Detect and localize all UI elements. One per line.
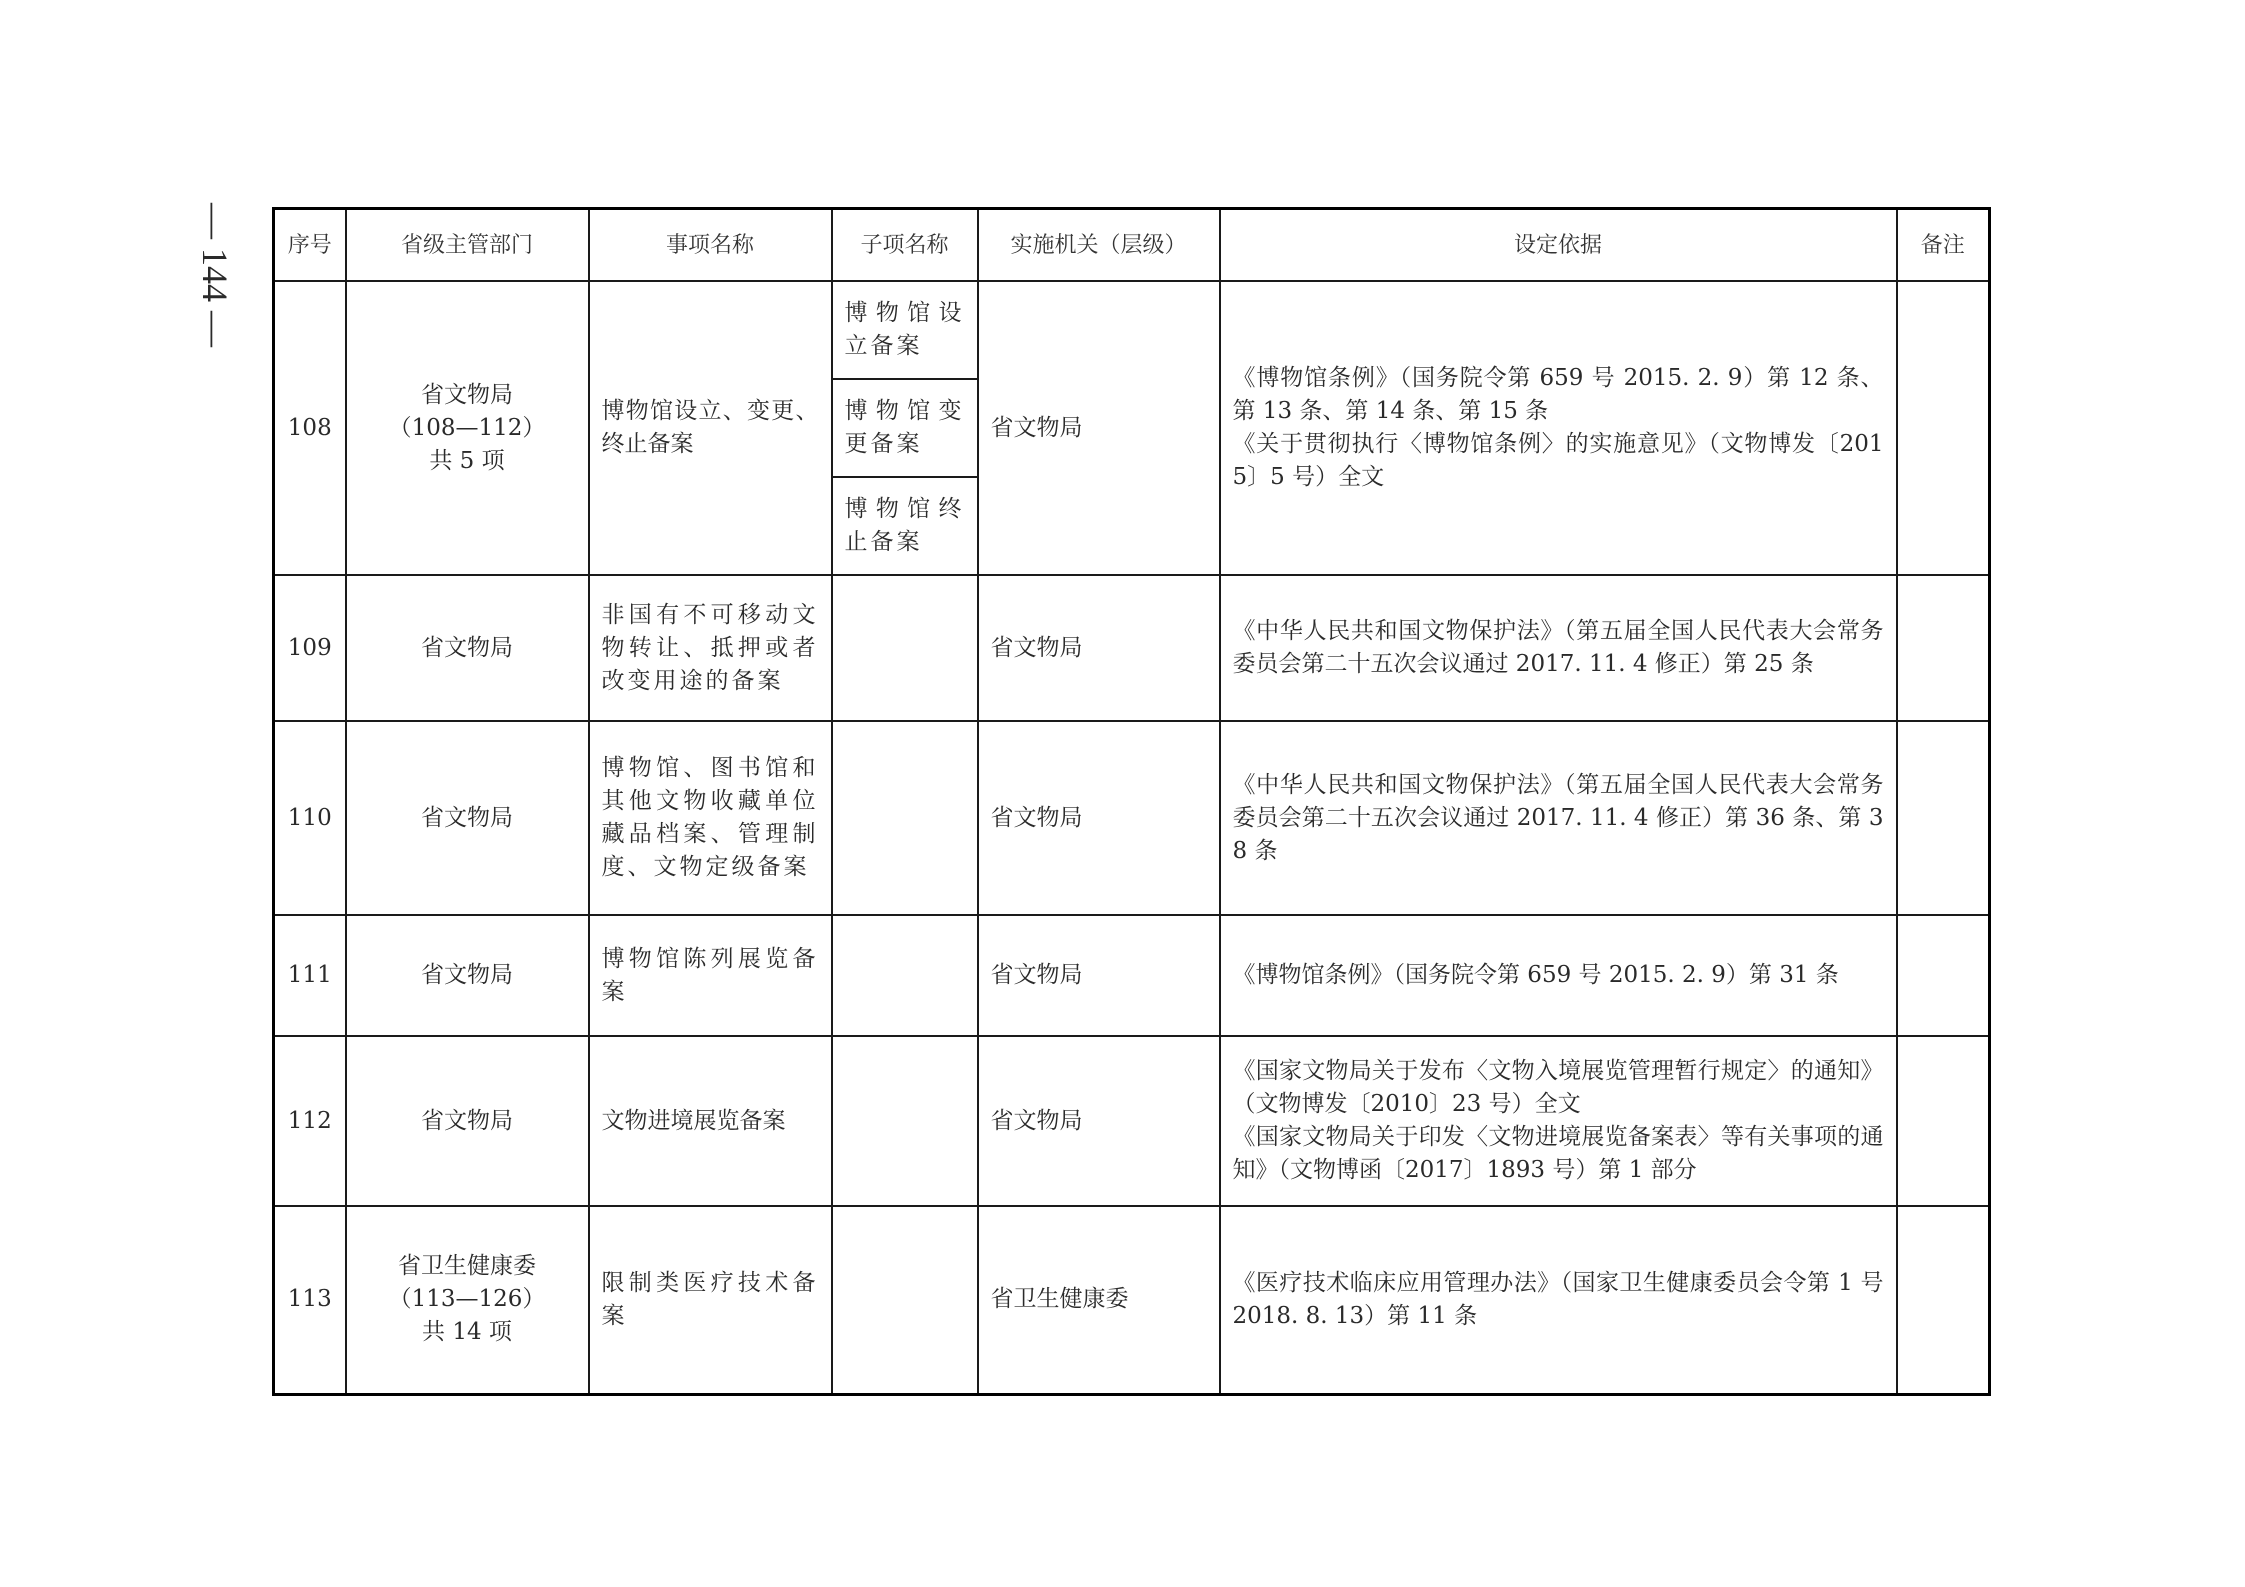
cell-basis: 《博物馆条例》（国务院令第 659 号 2015. 2. 9）第 31 条 xyxy=(1220,915,1897,1036)
header-seq: 序号 xyxy=(274,209,346,282)
dept-range: （113—126） xyxy=(388,1286,546,1313)
cell-basis: 《医疗技术临床应用管理办法》（国家卫生健康委员会令第 1 号 2018. 8. 13）第 11 条 xyxy=(1220,1206,1897,1394)
cell-seq: 111 xyxy=(274,915,346,1036)
table-row xyxy=(274,1036,1990,1206)
header-item: 事项名称 xyxy=(589,209,832,282)
cell-seq: 113 xyxy=(274,1206,346,1394)
cell-item: 非国有不可移动文物转让、抵押或者改变用途的备案 xyxy=(589,575,832,721)
cell-seq: 108 xyxy=(274,281,346,575)
cell-remark xyxy=(1897,1036,1990,1206)
cell-item: 博物馆设立、变更、终止备案 xyxy=(589,281,832,575)
cell-remark xyxy=(1897,1206,1990,1394)
cell-sub: 博物馆终止备案 xyxy=(832,477,978,575)
cell-sub xyxy=(832,1036,978,1206)
header-remark: 备注 xyxy=(1897,209,1990,282)
cell-sub xyxy=(832,915,978,1036)
cell-dept xyxy=(346,281,589,575)
header-dept: 省级主管部门 xyxy=(346,209,589,282)
cell-basis xyxy=(1220,1036,1897,1206)
cell-remark xyxy=(1897,721,1990,915)
cell-item: 博物馆、图书馆和其他文物收藏单位藏品档案、管理制度、文物定级备案 xyxy=(589,721,832,915)
table-row xyxy=(274,721,1990,915)
cell-sub xyxy=(832,721,978,915)
filing-items-table xyxy=(272,207,1991,1396)
basis-line: 《关于贯彻执行〈博物馆条例〉的实施意见》（文物博发〔2015〕5 号）全文 xyxy=(1232,431,1884,490)
cell-dept: 省文物局 xyxy=(346,575,589,721)
basis-line: 《国家文物局关于发布〈文物入境展览管理暂行规定〉的通知》（文物博发〔2010〕23 号）全文 xyxy=(1232,1058,1884,1117)
basis-line: 《博物馆条例》（国务院令第 659 号 2015. 2. 9）第 12 条、第 13 条、第 14 条、第 15 条 xyxy=(1232,365,1884,424)
cell-item: 博物馆陈列展览备案 xyxy=(589,915,832,1036)
cell-basis: 《中华人民共和国文物保护法》（第五届全国人民代表大会常务委员会第二十五次会议通过 2017. 11. 4 修正）第 25 条 xyxy=(1220,575,1897,721)
cell-item: 文物进境展览备案 xyxy=(589,1036,832,1206)
cell-agency: 省卫生健康委 xyxy=(978,1206,1220,1394)
cell-dept: 省文物局 xyxy=(346,1036,589,1206)
cell-remark xyxy=(1897,915,1990,1036)
page-number: — 144 — xyxy=(195,203,235,347)
cell-item: 限制类医疗技术备案 xyxy=(589,1206,832,1394)
dept-range: （108—112） xyxy=(388,414,546,441)
table-row xyxy=(274,915,1990,1036)
cell-agency: 省文物局 xyxy=(978,1036,1220,1206)
header-basis: 设定依据 xyxy=(1220,209,1897,282)
cell-dept xyxy=(346,1206,589,1394)
cell-basis xyxy=(1220,281,1897,575)
cell-dept: 省文物局 xyxy=(346,721,589,915)
cell-agency: 省文物局 xyxy=(978,281,1220,575)
header-agency: 实施机关（层级） xyxy=(978,209,1220,282)
table-header-row xyxy=(274,209,1990,282)
cell-basis: 《中华人民共和国文物保护法》（第五届全国人民代表大会常务委员会第二十五次会议通过 2017. 11. 4 修正）第 36 条、第 38 条 xyxy=(1220,721,1897,915)
basis-line: 《国家文物局关于印发〈文物进境展览备案表〉等有关事项的通知》（文物博函〔2017〕1893 号）第 1 部分 xyxy=(1232,1124,1884,1183)
cell-dept: 省文物局 xyxy=(346,915,589,1036)
cell-agency: 省文物局 xyxy=(978,915,1220,1036)
cell-agency: 省文物局 xyxy=(978,575,1220,721)
dept-count: 共 5 项 xyxy=(429,447,505,474)
cell-remark xyxy=(1897,575,1990,721)
cell-sub: 博物馆变更备案 xyxy=(832,379,978,477)
table-row xyxy=(274,575,1990,721)
cell-agency: 省文物局 xyxy=(978,721,1220,915)
table-row xyxy=(274,281,1990,379)
table-row xyxy=(274,1206,1990,1394)
dept-name: 省文物局 xyxy=(421,381,513,408)
cell-sub xyxy=(832,1206,978,1394)
dept-count: 共 14 项 xyxy=(422,1319,512,1346)
cell-sub xyxy=(832,575,978,721)
cell-seq: 109 xyxy=(274,575,346,721)
cell-seq: 110 xyxy=(274,721,346,915)
cell-remark xyxy=(1897,281,1990,575)
cell-sub: 博物馆设立备案 xyxy=(832,281,978,379)
cell-seq: 112 xyxy=(274,1036,346,1206)
dept-name: 省卫生健康委 xyxy=(398,1253,536,1280)
header-sub: 子项名称 xyxy=(832,209,978,282)
